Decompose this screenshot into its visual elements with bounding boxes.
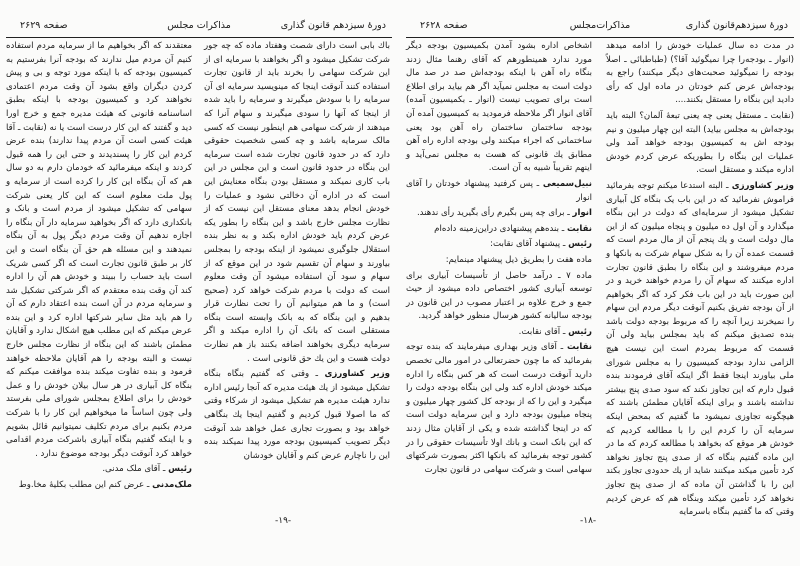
right-page: [400, 0, 800, 566]
paragraph-text: البته استدعا میکنم توجه بفرمائید فراموش نفرمائید که در این باب یک بنگاه کل آبیاری تشکیل میشود از سرمایه‌ای که دولت در این بنگاه میگذارد و آن اول ده میلیون و پنجاه میلیون که از این مال دولت است و یك پنجم آن از مال مردم است که قسمت عمده آن را به شکل سهام شرکت به بانکها و مردم میفروشند و این بنگاه را بطبق قانون تجارت اداره میکنند که سهام آن را مردم خواهند خرید و در این صورت باید در این باب فکر کرد که اگر بخواهیم از آن بودجه تفریق بکنیم آنوقت دیگر مردم این سهام را نمیخرند زیرا آنچه را که مربوط بودجه دولت باشد بنده تصدیق میکنم که باید بمجلس بیاید ولی آن قسمت که مربوط بمردم است این نیست هیچ الزامی ندارد بودجه کمیسیون را به مجلس شورای ملی بیاورند اینجا فقط اگر اینکه آقای فرمودند بنده قبول دارم که این تجاوز نکند که سود صدی پنج بیشتر نداشته باشند و برای اینکه آقایان مطمئن باشند که هیچگونه تجاوزی نمیشود ما گفتیم که بمحض اینکه سرمایه آن را کردم این را با مطالعه کردیم که خودش هر موقع که بخواهد با مطالعه کردم که ما در این ماده گفتیم بنگاه که از صدی پنج تجاوز نخواهد کرد تأمین میکند میکنند شاید از یك حدودی تجاوز بکند این را با گذاشتن آن ماده که از صدی پنج تجاوز نخواهد کرد تأمین میکند وبنگاه هم که عرض کردیم وقتی که ما گفتیم بنگاه باسرمایه: [606, 180, 794, 518]
paragraph-text: برای چه پس بگیرم رأی بگیرید رأی ندهند.: [416, 208, 565, 219]
paragraph-text: معتقدند که اگر بخواهیم ما از سرمایه مردم استفاده کنیم آن مردم میل ندارند که بودجه آنرا بفرستیم به کمیسیون بودجه که با اینکه مورد توجه و بی و پیش کردن دیگران واقع بشود آن وقت مردم اعتمادی نخواهند کرد و کمیسیون بودجه با اینکه بطبق اساسنامه قانونی که هیئت مدیره جمع و خرج اورا دید و گفتند که این کار درست است یا نه (نقابت ـ آقا هیئت کسی است آن مردم پیدا ندارند) بنده عرض کردم این کار را پسندیدند و حتی این را همه قبول کردند و اینکه میفرمائید که خودمان دارم به دو سال هم که آن بنگاه این کار را کرده است از سرمایه و پول ملت معلوم است که این کار یعنی شرکت سهامی که تشکیل میشود از مردم است و بانک و بانکداری دارد که اگر بخواهید سرمایه دار آن بنگاه را اجازه ندهیم آن وقت مردم دیگر پول به آن بنگاه نمیدهند و این مسئله هم حق آن بنگاه است و این کار بر طبق قانون تجارت است که اگر کسی شریک است باید حساب را ببیند و خودش هم آن را اداره کند آن وقت بنده معتقدم که اگر شرکتی تشکیل شد و سرمایه مردم در آن است بنده اعتقاد دارم که آن را هم باید مثل سایر شرکتها اداره کرد و این بنده عرض میکنم که این مطلب هیچ اشکال ندارد و آقایان مطمئن باشند که این بنگاه از نظارت مجلس خارج نیست و البته بودجه را هم آقایان ملاحظه خواهند فرمود و بنده تفاوت میکند بنده موافقت میکنم که بنگاه کل آبیاری در هر سال بیلان خودش را و عمل خودش را برای اطلاع بمجلس شورای ملی بفرستد ولی چون اساساً ما میخواهیم این کار را با شرکت مردم بکنیم برای مردم تکلیف نمیتوانیم قائل بشویم و با اینکه گفتیم بنگاه آبیاری باشرکت مردم اقدامی خواهد کرد آنوقت دیگر بودجه موضوع ندارد .: [6, 41, 192, 459]
speaker-name: وزیر کشاورزی: [731, 180, 795, 191]
speaker-name: نبیل‌سمیعی: [542, 178, 593, 189]
paragraph: [204, 40, 390, 366]
paragraph: [606, 40, 794, 108]
running-header: [408, 20, 792, 36]
header-rule: [6, 37, 392, 38]
paragraph-text: ماده هفت را بطریق ذیل پیشنهاد مینمایم:: [445, 254, 592, 265]
text-column: [606, 40, 795, 518]
header-title: مذاکرات‌مجلس: [569, 20, 631, 31]
speaker-name: رئیس: [568, 326, 592, 337]
paragraph-text: پس کرفتید پیشنهاد خودتان را آقای انوار: [406, 178, 592, 203]
speaker-name: نقابت: [567, 223, 592, 234]
paragraph-text: آقای نقابت.: [518, 326, 561, 337]
paragraph: [406, 270, 592, 324]
page-footer-number: -۱۹-: [275, 516, 292, 526]
paragraph: رئیس ـ پیشنهاد آقای نقابت:: [490, 239, 592, 250]
header-series: دورهٔ سیزدهم‌قانون گذاری: [685, 20, 788, 31]
header-rule: [406, 37, 794, 38]
header-page-number: صفحه ۲۶۲۸: [420, 20, 468, 31]
paragraph: انوار ـ برای چه پس بگیرم رأی بگیرید رأی ندهند.: [416, 208, 592, 219]
paragraph-text: ماده ۷ ـ درآمد حاصل از تأسیسات آبیاری برای توسعه آبیاری کشور اختصاص داده میشود از حیث جمع و خرج علاوه بر اعتبار مصوب در این قانون در بودجه سالیانه کشور هرسال منظور خواهد گردید.: [406, 270, 592, 322]
running-header: [8, 20, 390, 36]
speaker-name: رئیس: [168, 464, 192, 475]
paragraph-text: پیشنهاد آقای نقابت:: [490, 239, 561, 250]
paragraph-text: عرض کنم این مطلب بکلیهٔ مخا.وط: [18, 480, 145, 490]
paragraph: [606, 110, 794, 178]
paragraph-text: (نقابت ـ مستقل یعنی چه یعنی تبعهٔ آلمان؟ البته باید بودجه‌اش به مجلس بیاید) البته این چهار میلیون و نیم بودجه اش به کمیسیون بودجه خواهد آمد ولی عملیات این بنگاه را بطوریکه عرض کردم خودش اداره میکند و مستقل است.: [606, 110, 794, 176]
paragraph: نقابت ـ آقای وزیر بهداری میفرمایند که بنده توجه بفرمائید که ما چون حضرتعالی در امور مالی تخصص دارید آنوقت درست است که هر کس بنگاه را اداره میکند خودش اداره کند ولی این بنگاه بودجه دولت را میگیرد و این را که از بودجه کل کشور چهار میلیون و پنجاه میلیون بودجه دارد و این سرمایه دولت است که در اینجا گذاشته شده و یکی از آقایان مثال زدند که این بانک است و بانك اولا تأسیسات حقوقی را در کشور توجه بفرمائید که بانکها اکثر بصورت شرکتهای سهامی است و شرکت سهامی در قانون تجارت: [406, 342, 592, 475]
paragraph-text: اشخاص اداره بشود آمدن بکمیسیون بودجه دیگر مورد ندارد همینطورهم که آقای رهنما مثال زدند بنگاه راه آهن با اینکه بودجه‌اش صد در صد مال دولت است به مجلس نمیآید اگر هم بیاید برای اطلاع است برای تصویب نیست (انوار ـ بکمیسیون آمده) آقای انوار اگر ملاحظه فرمودید به کمیسیون آمده آن بودجه ساختمان ساختمان راه آهن بود یعنی ساختمانی که اجراء میکنند ولی بودجه اداره راه آهن مطابق یك قانونی که هست به مجلس نمی‌آید و اینهم تقریباً شبیه به آن است.: [406, 41, 592, 174]
paragraph: نبیل‌سمیعی ـ پس کرفتید پیشنهاد خودتان را آقای انوار: [406, 178, 593, 203]
paragraph-text: وقتی که گفتیم بنگاه بنگاه تشکیل میشود از یك هیئت مدیره که آنجا رئیس اداره ندارد هیئت مدیره هم تشکیل میشود از شرکاء وقتی که ما اصولا قبول کردیم و گفتیم اینجا یك بنگاهی خواهد بود و بصورت تجاری عمل خواهد شد آنوقت دیگر تصویب کمیسیون بودجه مورد پیدا نمیکند بنده این را ناچارم عرض کنم و آقایان خودشان: [204, 369, 390, 461]
paragraph: نقابت ـ بنده‌هم پیشنهادی دراین‌زمینه داده‌ام: [434, 223, 592, 234]
paragraph: رئیس ـ آقای ملک مدنی.: [102, 464, 192, 475]
paragraph: [406, 40, 592, 176]
paragraph-text: بنده‌هم پیشنهادی دراین‌زمینه داده‌ام: [434, 223, 560, 234]
text-column: [406, 40, 592, 502]
speaker-name: انوار: [572, 208, 592, 219]
text-column: [6, 40, 192, 502]
speaker-name: وزیر کشاورزی: [324, 369, 390, 380]
speaker-name: ملک‌مدنی: [152, 480, 192, 490]
speaker-name: رئیس: [568, 239, 592, 250]
paragraph-text: باك بابی است دارای شصت وهفتاد ماده که چه جور شرکت تشکیل میشود و اگر بخواهند با سرمایه ای از این شرکت سهامی را بخرند باید از قانون تجارت استفاده کنند آنوقت اینجا که مینویسید سرمایه ای آن سرمایه را با سودش میگیرند و سرمایه را باید شده از اینجا که آنها را سودی میگیرند و سهام آنرا که میدهند از شرکت سهامی هم اینطور نیست که کسی مالک سرمایه باشد و چه کسی شخصیت حقوقی دارد که در حدود قانون تجارت شده است سرمایه این بنگاه در حدود قانون است و این مجلس در این باب کاری نمیکند و مستقل بودن بنگاه معنایش این است که در اداره آن دخالتی نشود و عملیات را خودش انجام بدهد معنای مستقل این نیست که از نظارت مجلس خارج باشد و این بنگاه را بطور یکه عرض کردم باید خودش اداره بکند و به نظر بنده استقلال جلوگیری نمیشود از اینکه بودجه را بمجلس بیاورند و سهام آن تقسیم شود در این موقع که از سهام و سود آن استفاده میشود آن وقت معلوم است که دولت با مردم شرکت خواهد کرد (صحیح است) و ما هم میتوانیم آن را تحت نظارت قرار بدهیم و این بنگاه که به بانک وابسته است بنگاه مستقلی است که بانک آن را اداره میکند و اگر سرمایه دیگری بخواهند اضافه بکنند باز هم نظارت دولت هست و این یك حق قانونی است .: [204, 41, 390, 364]
paragraph-text: در مدت ده سال عملیات خودش را ادامه میدهد (انوار ـ بودجه‌را چرا نمیگوئید آقا؟) (طباطبائی ـ اصلاً بودجه را نمیگوئید صحبت‌های دیگر میکنند) راجع به بودجه‌اش عرض کنم خودتان در ماده اول که رأی دادید این بنگاه را مستقل بکنند....: [606, 41, 794, 106]
paragraph: وزیر کشاورزی ـ البته استدعا میکنم توجه بفرمائید فراموش نفرمائید که در این باب یک بنگاه کل آبیاری تشکیل میشود از سرمایه‌ای که دولت در این بنگاه میگذارد و آن اول ده میلیون و پنجاه میلیون که از این مال دولت است و یك پنجم آن از مال مردم است که قسمت عمده آن را به شکل سهام شرکت به بانکها و مردم میفروشند و این بنگاه را بطبق قانون تجارت اداره میکنند که سهام آن را مردم خواهند خرید و در این صورت باید در این باب فکر کرد که اگر بخواهیم از آن بودجه تفریق بکنیم آنوقت دیگر مردم این سهام را نمیخرند زیرا آنچه را که مربوط بودجه دولت باشد بنده تصدیق میکنم که باید بمجلس بیاید ولی آن قسمت که مربوط بمردم است این نیست هیچ الزامی ندارد بودجه کمیسیون را به مجلس شورای ملی بیاورند اینجا فقط اگر اینکه آقای فرمودند بنده قبول دارم که این تجاوز نکند که سود صدی پنج بیشتر نداشته باشند و برای اینکه آقایان مطمئن باشند که هیچگونه تجاوزی نمیشود ما گفتیم که بمحض اینکه سرمایه آن را کردم این را با مطالعه کردیم که خودش هر موقع که بخواهد با مطالعه کردم که ما در این ماده گفتیم بنگاه که از صدی پنج تجاوز نخواهد کرد تأمین میکند میکنند شاید از یك حدودی تجاوز بکند این را با گذاشتن آن ماده که از صدی پنج تجاوز نخواهد کرد تأمین میکند وبنگاه هم که عرض کردیم وقتی که ما گفتیم بنگاه باسرمایه: [606, 180, 795, 518]
header-page-number: صفحه ۲۶۲۹: [20, 20, 68, 31]
header-series: دورهٔ سیزدهم قانون گذاری: [280, 20, 386, 31]
speaker-name: نقابت: [567, 342, 592, 353]
text-column: [204, 40, 390, 502]
page-footer-number: -۱۸-: [580, 516, 597, 526]
paragraph-text: آقای ملک مدنی.: [102, 464, 161, 475]
paragraph-text: آقای وزیر بهداری میفرمایند که بنده توجه بفرمائید که ما چون حضرتعالی در امور مالی تخصص دارید آنوقت درست است که هر کس بنگاه را اداره میکند خودش اداره کند ولی این بنگاه بودجه دولت را میگیرد و این را که از بودجه کل کشور چهار میلیون و پنجاه میلیون بودجه دارد و این سرمایه دولت است که در اینجا گذاشته شده و یکی از آقایان مثال زدند که این بانک است و بانك اولا تأسیسات حقوقی را در کشور توجه بفرمائید که بانکها اکثر بصورت شرکتهای سهامی است و شرکت سهامی در قانون تجارت: [406, 342, 592, 475]
paragraph: وزیر کشاورزی ـ وقتی که گفتیم بنگاه بنگاه تشکیل میشود از یك هیئت مدیره که آنجا رئیس اداره ندارد هیئت مدیره هم تشکیل میشود از شرکاء وقتی که ما اصولا قبول کردیم و گفتیم اینجا یك بنگاهی خواهد بود و بصورت تجاری عمل خواهد شد آنوقت دیگر تصویب کمیسیون بودجه مورد پیدا نمیکند بنده این را ناچارم عرض کنم و آقایان خودشان: [204, 369, 390, 461]
paragraph: [406, 254, 592, 268]
paragraph: [6, 40, 192, 461]
header-title: مذاکرات مجلس: [167, 20, 231, 31]
paragraph: ملک‌مدنی ـ عرض کنم این مطلب بکلیهٔ مخا.وط: [18, 480, 192, 490]
paragraph: رئیس ـ آقای نقابت.: [518, 326, 592, 337]
left-page: [0, 0, 398, 566]
